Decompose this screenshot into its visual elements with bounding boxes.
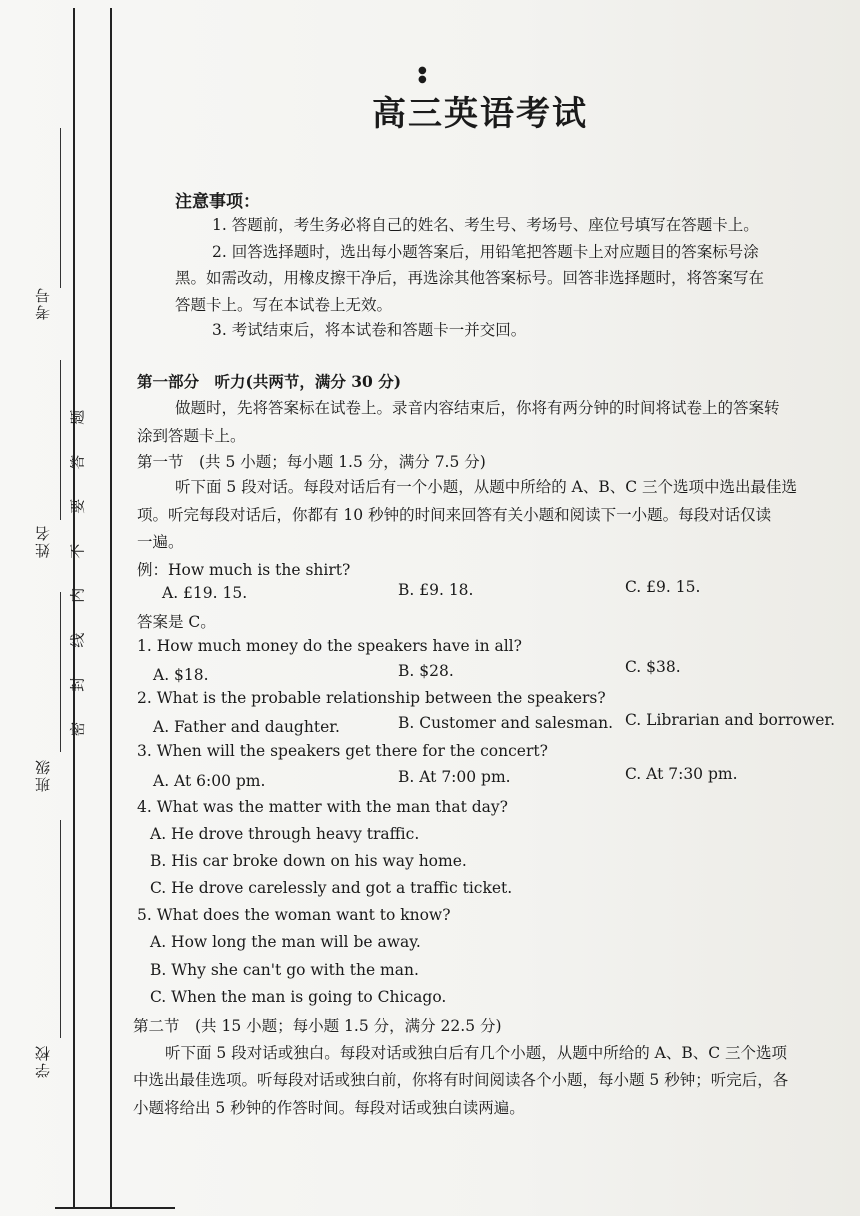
seal-char: 题 [68,409,87,425]
notice-heading: 注意事项： [175,192,260,212]
section1-intro: 项。听完每段对话后，你都有 10 秒钟的时间来回答有关小题和阅读下一小题。每段对话仅读 [137,506,772,524]
section2-intro: 听下面 5 段对话或独白。每段对话或独白后有几个小题，从题中所给的 A、B、C 三个选项 [165,1044,788,1062]
q1-option-a: A. $18. [153,666,209,684]
seal-warning-column [68,395,100,751]
example-option-b: B. £9. 18. [398,581,474,599]
section1-intro: 一遍。 [137,533,184,551]
seal-char: 内 [68,587,87,603]
q5-option-c: C. When the man is going to Chicago. [150,988,447,1006]
notice-line: 2. 回答选择题时，选出每小题答案后，用铅笔把答题卡上对应题目的答案标号涂 [212,243,759,261]
part1-intro: 涂到答题卡上。 [137,427,246,445]
name-underline [60,360,61,520]
notice-line: 1. 答题前，考生务必将自己的姓名、考生号、考场号、座位号填写在答题卡上。 [212,216,759,234]
seal-char: 线 [68,632,87,648]
q1-option-c: C. $38. [625,658,681,676]
q2-option-b: B. Customer and salesman. [398,714,614,732]
notice-line: 答题卡上。写在本试卷上无效。 [175,296,393,314]
section2-intro: 中选出最佳选项。听每段对话或独白前，你将有时间阅读各个小题，每小题 5 秒钟；听完后，各 [133,1071,789,1089]
question-3: 3. When will the speakers get there for the concert? [137,742,548,760]
seal-char: 要 [68,498,87,514]
section2-intro: 小题将给出 5 秒钟的作答时间。每段对话或独白读两遍。 [133,1099,525,1117]
q3-option-a: A. At 6:00 pm. [153,772,266,790]
q5-option-b: B. Why she can't go with the man. [150,961,419,979]
seal-char: 答 [68,454,87,470]
notice-line: 3. 考试结束后，将本试卷和答题卡一并交回。 [212,321,527,339]
example-question: 例：How much is the shirt? [137,561,351,579]
part1-intro: 做题时，先将答案标在试卷上。录音内容结束后，你将有两分钟的时间将试卷上的答案转 [175,399,780,417]
notice-line: 黑。如需改动，用橡皮擦干净后，再选涂其他答案标号。回答非选择题时，将答案写在 [175,269,765,287]
q3-option-b: B. At 7:00 pm. [398,768,511,786]
q4-option-c: C. He drove carelessly and got a traffic ticket. [150,879,513,897]
q4-option-a: A. He drove through heavy traffic. [150,825,420,843]
title-dots: ● ● [418,65,427,85]
q3-option-c: C. At 7:30 pm. [625,765,738,783]
side-label-name: 姓名 [34,524,52,558]
page-title: 高三英语考试 [372,94,588,134]
exam-no-underline [60,128,61,288]
seal-char: 密 [68,721,87,737]
side-label-class: 班级 [34,758,52,792]
class-underline [60,592,61,752]
question-1: 1. How much money do the speakers have in all? [137,637,522,655]
q5-option-a: A. How long the man will be away. [150,933,421,951]
example-option-a: A. £19. 15. [162,584,248,602]
q1-option-b: B. $28. [398,662,454,680]
section1-intro: 听下面 5 段对话。每段对话后有一个小题，从题中所给的 A、B、C 三个选项中选出最佳选 [175,478,798,496]
section1-heading: 第一节 (共 5 小题；每小题 1.5 分，满分 7.5 分) [137,453,486,471]
margin-line-left [73,8,75,1208]
q2-option-a: A. Father and daughter. [153,718,340,736]
part1-heading: 第一部分 听力(共两节，满分 30 分) [137,372,402,391]
q4-option-b: B. His car broke down on his way home. [150,852,467,870]
seal-char: 封 [68,676,87,692]
question-4: 4. What was the matter with the man that day? [137,798,508,816]
margin-line-right [110,8,112,1208]
q2-option-c: C. Librarian and borrower. [625,711,836,729]
side-label-school: 学校 [34,1044,52,1078]
school-underline [60,820,61,1038]
side-label-exam-no: 考号 [34,286,52,320]
example-answer: 答案是 C。 [137,613,216,631]
example-option-c: C. £9. 15. [625,578,701,596]
question-2: 2. What is the probable relationship between the speakers? [137,689,606,707]
question-5: 5. What does the woman want to know? [137,906,451,924]
seal-char: 不 [68,543,87,559]
margin-bottom-rule [55,1207,175,1209]
section2-heading: 第二节 (共 15 小题；每小题 1.5 分，满分 22.5 分) [133,1017,502,1035]
